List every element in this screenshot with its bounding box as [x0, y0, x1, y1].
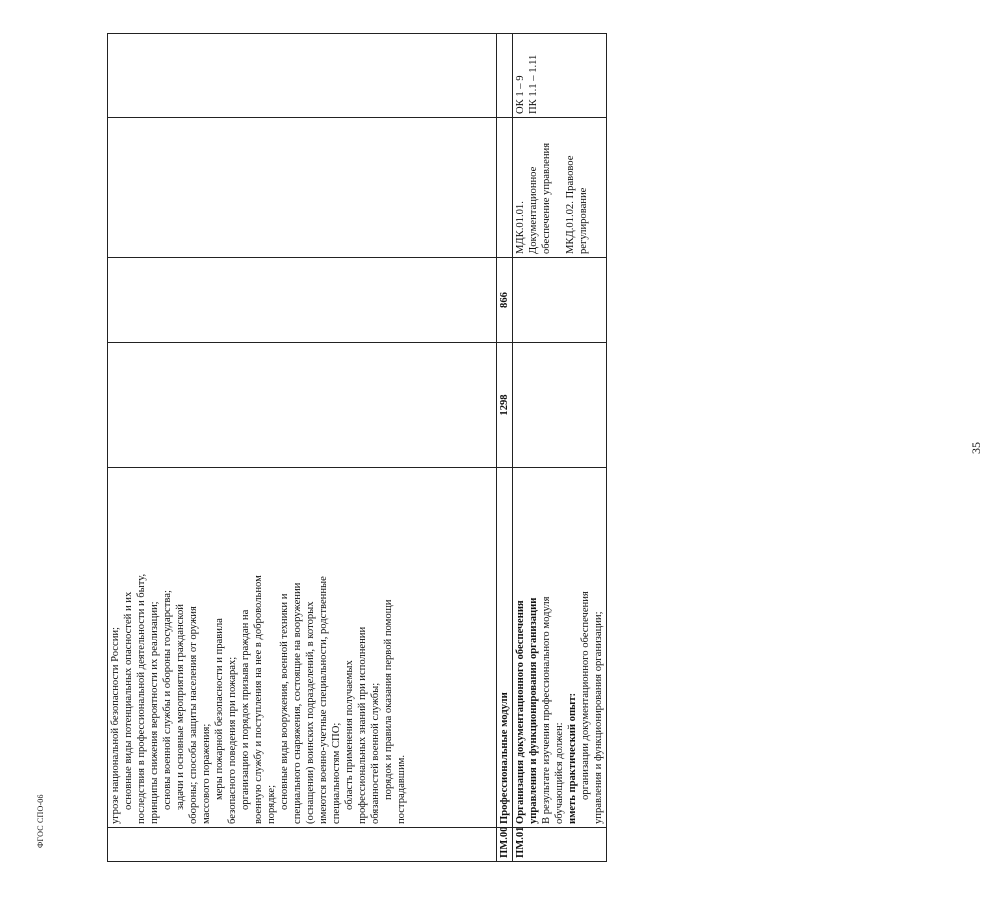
continuation-line: специальностям СПО; [331, 722, 342, 824]
continuation-text [109, 471, 408, 824]
continuation-line: пострадавшим. [396, 755, 407, 824]
max-hours-cell [108, 343, 497, 468]
document-footer: ФГОС СПО-06 [36, 794, 45, 848]
module-code: ПМ.00 [497, 828, 513, 862]
continuation-line: основы военной службы и обороны государства; [162, 590, 173, 810]
table-row-continuation [108, 34, 497, 862]
continuation-line: угрозе национальной безопасности России; [110, 627, 121, 824]
competences-cell [497, 34, 513, 118]
competence-pk: ПК 1.1 – 1.11 [528, 54, 539, 114]
continuation-line: порядке; [266, 784, 277, 824]
continuation-line: профессиональных знаний при исполнении [357, 626, 368, 824]
table-row-pm00 [497, 34, 513, 862]
continuation-line: порядок и правила оказания первой помощи [383, 599, 394, 800]
practice-text-line: организации документационного обеспечения [580, 591, 591, 800]
max-hours-value: 1298 [497, 343, 513, 468]
content-cell [108, 468, 497, 828]
discipline-2: МКД.01.02. Правовое регулирование [565, 155, 589, 254]
competences-cell [513, 34, 607, 118]
competence-ok: ОК 1 – 9 [515, 75, 526, 114]
table-row-pm01 [513, 34, 607, 862]
class-hours-cell [513, 258, 607, 343]
continuation-line: меры пожарной безопасности и правила [214, 618, 225, 800]
disciplines-cell [513, 118, 607, 258]
disciplines-cell [108, 118, 497, 258]
continuation-line: задачи и основные мероприятия гражданской [175, 604, 186, 810]
index-cell [108, 828, 497, 862]
continuation-line: (оснащении) воинских подразделений, в которых [305, 601, 316, 824]
disciplines-cell [497, 118, 513, 258]
module-title: Профессиональные модули [497, 468, 513, 828]
continuation-line: основные виды вооружения, военной техники и [279, 593, 290, 810]
continuation-line: массового поражения; [201, 723, 212, 824]
continuation-line: область применения получаемых [344, 660, 355, 810]
module-title-line: Организация документационного обеспечения [515, 600, 526, 824]
module-title-line: управления и функционирования организации [528, 597, 539, 824]
continuation-line: военную службу и поступления на нее в добровольном [253, 575, 264, 824]
module-content [513, 468, 607, 828]
continuation-line: организацию и порядок призыва граждан на [240, 609, 251, 810]
page-number: 35 [969, 442, 983, 454]
class-hours-cell [108, 258, 497, 343]
practice-label: иметь практический опыт: [567, 692, 578, 824]
rotated-page-content [107, 34, 983, 862]
intro-text-line: В результате изучения профессионального модуля [541, 596, 552, 824]
continuation-line: специального снаряжения, состоящие на вооружении [292, 582, 303, 824]
curriculum-table [107, 33, 607, 862]
practice-text-line: управления и функционирования организации; [593, 611, 604, 824]
continuation-line: обороны; способы защиты населения от оружия [188, 606, 199, 824]
continuation-line: имеются военно-учетные специальности, родственные [318, 576, 329, 824]
continuation-line: последствия в профессиональной деятельности и быту, [136, 573, 147, 824]
continuation-line: безопасного поведения при пожарах; [227, 656, 238, 824]
continuation-line: принципы снижения вероятности их реализации; [149, 601, 160, 824]
max-hours-cell [513, 343, 607, 468]
class-hours-value: 866 [497, 258, 513, 343]
continuation-line: обязанностей военной службы; [370, 682, 381, 824]
discipline-1: МДК.01.01. Документационное обеспечение управления [515, 142, 552, 254]
module-code: ПМ.01 [513, 828, 607, 862]
intro-text-line: обучающийся должен: [554, 722, 565, 824]
continuation-line: основные виды потенциальных опасностей и их [123, 591, 134, 810]
competences-cell [108, 34, 497, 118]
